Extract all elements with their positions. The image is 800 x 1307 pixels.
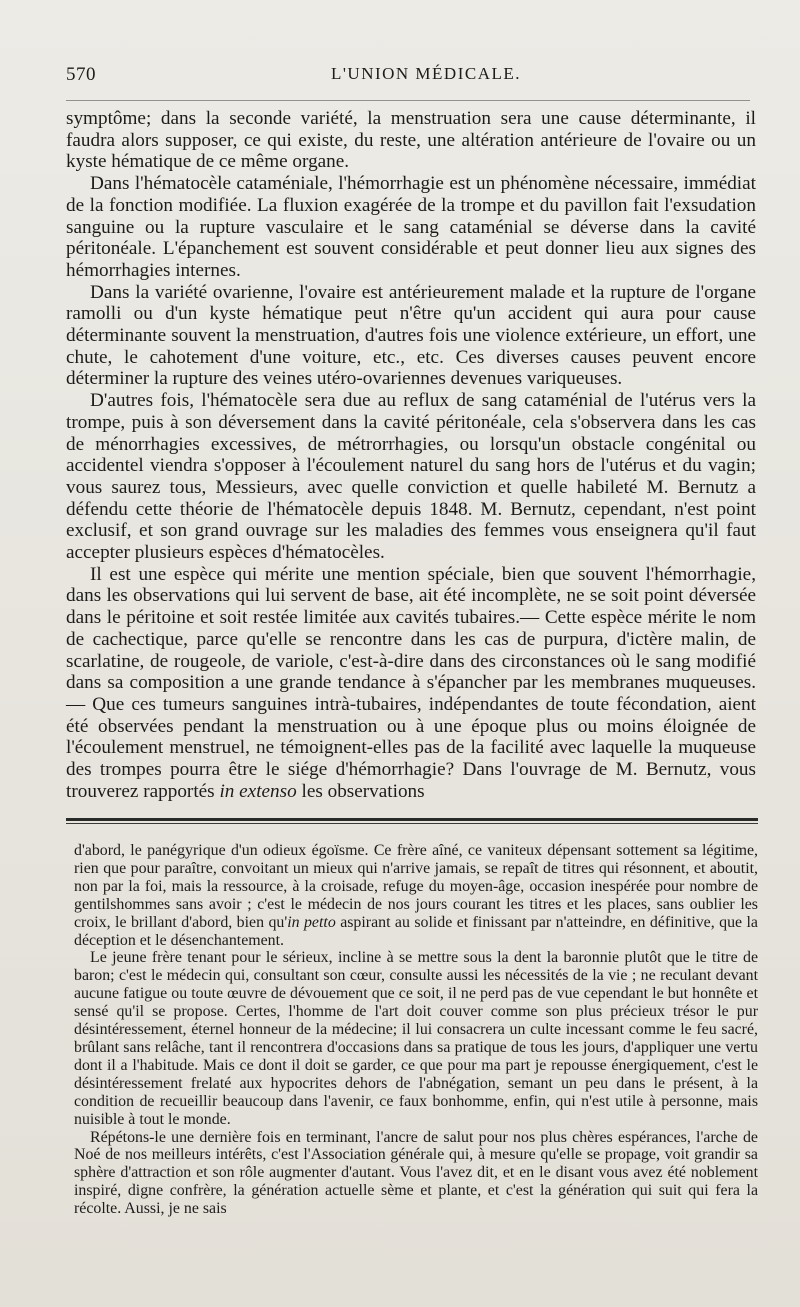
page-number: 570 xyxy=(66,64,96,85)
divider-thin-line xyxy=(66,823,758,824)
paragraph-5-text: Il est une espèce qui mérite une mention spéciale, bien que souvent l'hémorrhagie, dans les observations qui lui servent de base, ait été incomplète, ne se soit point déversée dans le péritoine et soit restée limitée aux cavités tubaires.— Cette espèce mérite le nom de cachectique, parce qu'elle se rencontre dans les cas de purpura, d'ictère malin, de scarlatine, de rougeole, de variole, c'est-à-dire dans des circonstances où le sang modifié dans sa composition a une grande tendance à s'épancher par les membranes muqueuses. — Que ces tumeurs sanguines intrà-tubaires, indépendantes de toute fécondation, aient été observées pendant la menstruation ou à une époque plus ou moins éloignée de l'écoulement menstruel, ne témoignent-elles pas de la facilité avec laquelle la muqueuse des trompes pourra être le siége d'hémorrhagie? Dans l'ouvrage de M. Bernutz, vous trouverez rapportés xyxy=(66,563,756,802)
feuilleton-paragraph-1-text: d'abord, le panégyrique d'un odieux égoïsme. Ce frère aîné, ce vaniteux dépensant sottement sa légitime, rien que pour paraître, convoitant un mieux qui n'arrive jamais, se repaît de titres qui résonnent, et aboutit, non par la foi, mais la ressource, à la croisade, refuge du moyen-âge, occasion inespérée pour nombre de gentilshommes sans avoir ; c'est le médecin de nos jours courant les titres et les places, sans oublier les croix, le brillant d'abord, bien qu' xyxy=(74,842,758,931)
paragraph-5 xyxy=(66,564,756,803)
feuilleton-divider xyxy=(66,818,758,826)
paragraph-5-end: les observations xyxy=(296,780,425,802)
feuilleton-paragraph-1-end: aspirant au solide et finissant par n'atteindre, en définitive, que la déception et le désenchantement. xyxy=(74,913,758,949)
divider-thick-line xyxy=(66,818,758,821)
main-article-text xyxy=(66,108,756,803)
running-title: L'UNION MÉDICALE. xyxy=(330,64,522,83)
page-header xyxy=(66,58,756,88)
paragraph-3: Dans la variété ovarienne, l'ovaire est antérieurement malade et la rupture de l'organe ramolli ou d'un kyste hématique peut n'être qu'un accident qui aura pour cause déterminante souvent la menstruation, d'autres fois une violence extérieure, un effort, une chute, le cahotement d'une voiture, etc., etc. Ces diverses causes peuvent encore déterminer la rupture des veines utéro-ovariennes devenues variqueuses. xyxy=(66,281,756,390)
paragraph-1: symptôme; dans la seconde variété, la menstruation sera une cause déterminante, il faudra alors supposer, ce qui existe, du reste, une altération antérieure de l'ovaire ou un kyste hématique de ce même organe. xyxy=(66,108,756,173)
feuilleton-text xyxy=(74,842,758,1218)
header-rule xyxy=(66,100,750,101)
feuilleton-paragraph-2: Le jeune frère tenant pour le sérieux, incline à se mettre sous la dent la baronnie plutôt que le titre de baron; c'est le médecin qui, consultant son cœur, consulte aussi les nécessités de la vie ; ne reculant devant aucune fatigue ou toute œuvre de dévouement que ce soit, il ne perd pas de vue cependant le but honnête et sensé qu'il se propose. Certes, l'homme de l'art doit couver comme son plus précieux trésor le pur désintéressement, éternel honneur de la médecine; il lui consacrera un culte incessant comme le feu sacré, brûlant sans relâche, tant il rencontrera d'occasions dans sa pratique de tous les jours, d'appliquer une vertu dont il a l'habitude. Mais ce dont il doit se garder, ce que pour ma part je repousse énergiquement, c'est le désintéressement frelaté aux hypocrites dehors de l'abnégation, semant un peu dans le présent, à la condition de recueillir beaucoup dans l'avenir, ce faux bonhomme, enfin, qui n'est utile à personne, mais nuisible à tout le monde. xyxy=(74,949,758,1128)
italic-in-extenso: in extenso xyxy=(219,780,297,802)
feuilleton-paragraph-1 xyxy=(74,842,758,949)
feuilleton-paragraph-3: Répétons-le une dernière fois en terminant, l'ancre de salut pour nos plus chères espérances, l'arche de Noé de nos meilleurs intérêts, c'est l'Association générale qui, à mesure qu'elle se propage, voit grandir sa sphère d'attraction et son rôle augmenter d'autant. Vous l'avez dit, et en le disant vous avez été noblement inspiré, digne confrère, la génération actuelle sème et plante, et c'est la génération qui suit qui fera la récolte. Aussi, je ne sais xyxy=(74,1128,758,1218)
italic-in-petto: in petto xyxy=(287,913,336,931)
paragraph-4: D'autres fois, l'hématocèle sera due au reflux de sang cataménial de l'utérus vers la trompe, puis à son déversement dans la cavité péritonéale, cela s'observera dans les cas de ménorrhagies excessives, de métrorrhagies, ou lorsqu'un obstacle congénital ou accidentel viendra s'opposer à l'écoulement naturel du sang hors de l'utérus et du vagin; vous saurez tous, Messieurs, avec quelle conviction et quelle habileté M. Bernutz a défendu cette théorie de l'hématocèle depuis 1848. M. Bernutz, cependant, n'est point exclusif, et son grand ouvrage sur les maladies des femmes vous enseignera qu'il faut accepter plusieurs espèces d'hématocèles. xyxy=(66,390,756,564)
paragraph-2: Dans l'hématocèle cataméniale, l'hémorrhagie est un phénomène nécessaire, immédiat de la fonction modifiée. La fluxion exagérée de la trompe et du pavillon fait l'exsudation sanguine ou la rupture vasculaire et le sang cataménial se déverse dans la cavité péritonéale. L'épanchement est souvent considérable et peut donner lieu aux signes des hémorrhagies internes. xyxy=(66,173,756,281)
